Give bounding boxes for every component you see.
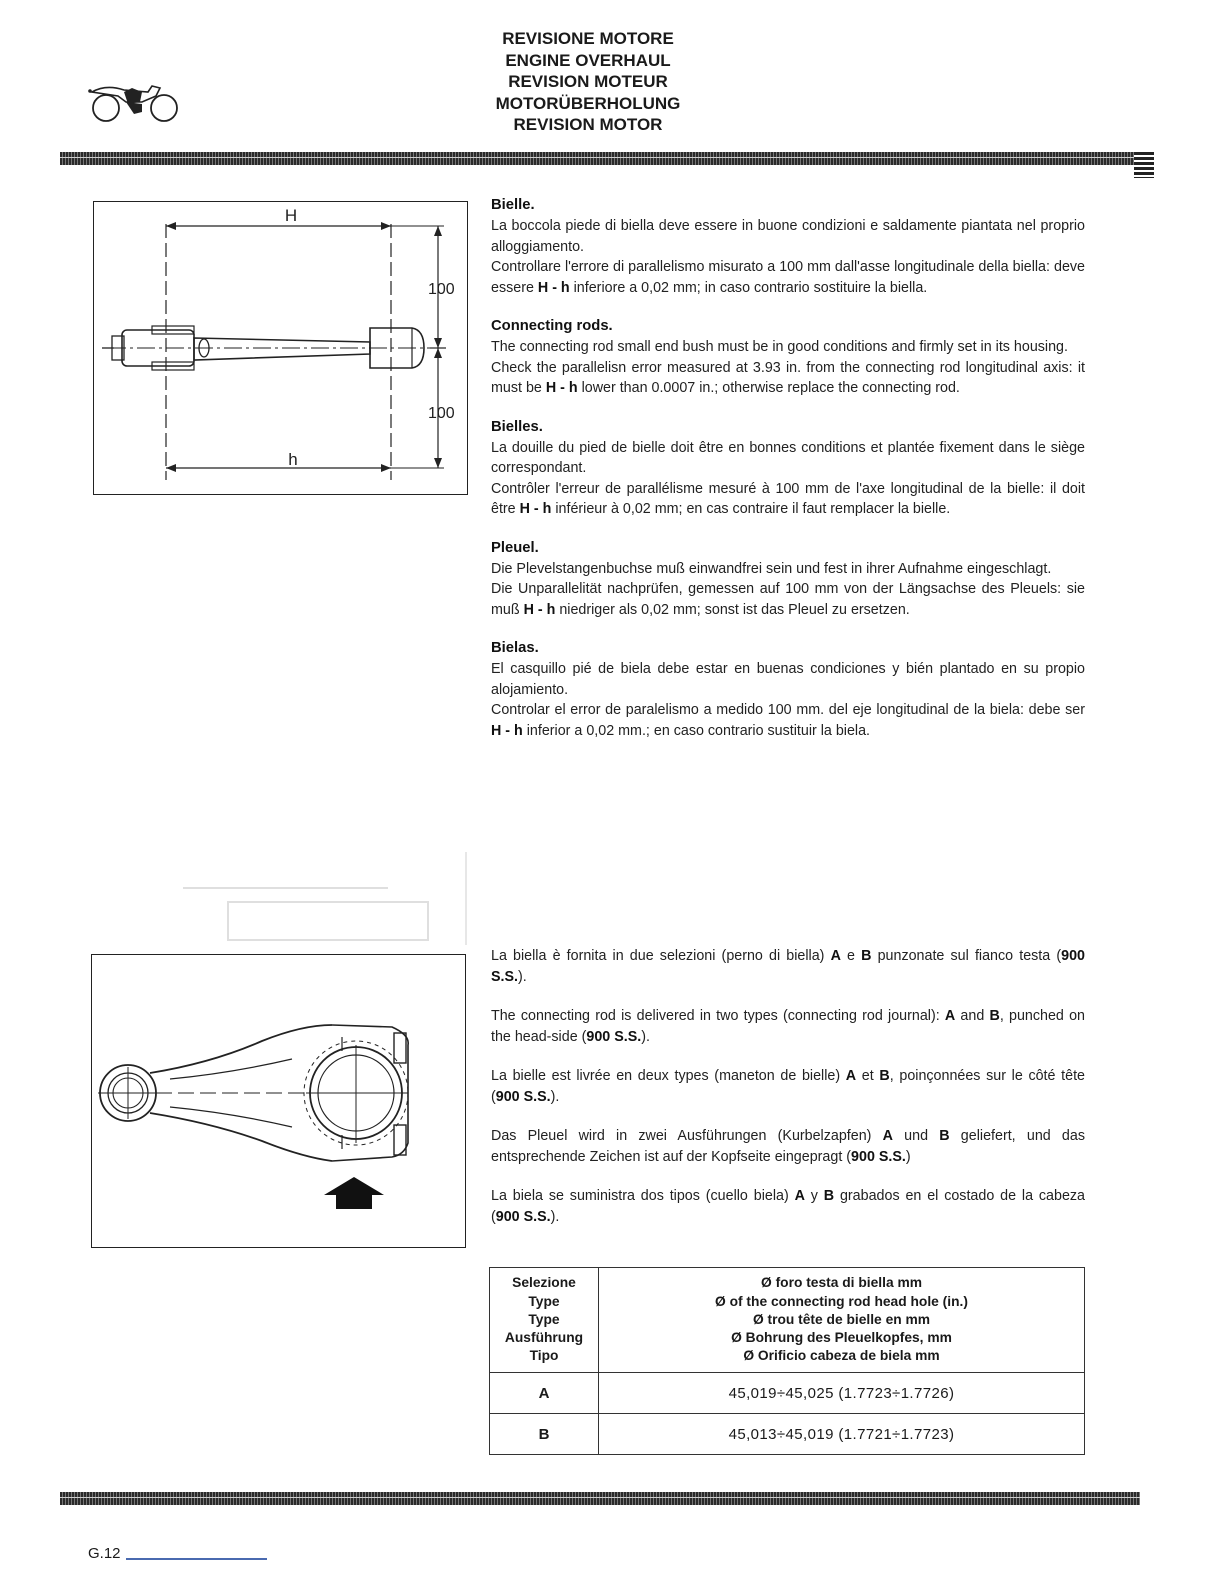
section-heading: Connecting rods. [491,318,613,334]
section-paragraph: Die Plevelstangenbuchse muß einwandfrei sein und fest in ihrer Aufnahme eingeschlagt. [491,560,1052,577]
section-paragraph: Controlar el error de paralelismo a medido 100 mm. del eje longitudinal de la biela: debe ser H - h inferior a 0,02 mm.; en caso contrario sustituir la biela. [491,702,1085,739]
selection-table [489,1267,1085,1455]
table-cell-selection: B [490,1414,599,1455]
header-title-es: REVISION MOTOR [513,115,663,134]
page-number-underline [126,1558,267,1560]
table-row [490,1373,1085,1414]
section-heading: Bielle. [491,197,535,213]
section-en [491,316,1085,399]
header-divider-tab [1134,152,1154,178]
section-heading: Bielas. [491,640,539,656]
selection-paragraph-fr: La bielle est livrée en deux types (maneton de bielle) A et B, poinçonnées sur le côté tête (900 S.S.). [491,1068,1085,1105]
section-paragraph: La douille du pied de bielle doit être en bonnes conditions et plantée fixement dans le siège correspondant. [491,439,1085,476]
section-paragraph: La boccola piede di biella deve essere in buone condizioni e saldamente piantata nel proprio alloggiamento. [491,218,1085,255]
header-title-it: REVISIONE MOTORE [502,29,674,48]
dim-upper-100-label: 100 [428,281,455,298]
selection-paragraph-de: Das Pleuel wird in zwei Ausführungen (Kurbelzapfen) A und B geliefert, und das entsprechende Zeichen ist auf der Kopfseite eingepragt (900 S.S.) [491,1128,1085,1165]
table-cell-selection: A [490,1373,599,1414]
section-de [491,538,1085,621]
section-heading: Pleuel. [491,539,539,556]
header-divider [60,152,1140,165]
section-paragraph: Check the parallelisn error measured at 3.93 in. from the connecting rod longitudinal axis: it must be H - h lower than 0.0007 in.; otherwise replace the connecting rod. [491,359,1085,396]
section-it [491,195,1085,298]
page-number: G.12 [88,1545,121,1562]
section-heading: Bielles. [491,418,543,435]
connecting-rod-top-drawing [92,955,465,1247]
figure-selection-marking [91,954,466,1248]
selection-paragraph-es: La biela se suministra dos tipos (cuello biela) A y B grabados en el costado de la cabeza (900 S.S.). [491,1188,1085,1225]
footer-divider [60,1492,1140,1505]
selection-instructions [491,946,1085,1246]
rod-check-instructions [491,195,1085,759]
table-header-selection: Selezione Type Type Ausführung Tipo [490,1268,599,1373]
table-cell-value: 45,019÷45,025 (1.7723÷1.7726) [599,1373,1085,1414]
table-header-row [490,1268,1085,1373]
section-paragraph: Die Unparallelität nachprüfen, gemessen auf 100 mm von der Längsachse des Pleuels: sie muß H - h niedriger als 0,02 mm; sonst ist das Pleuel zu ersetzen. [491,581,1085,618]
selection-paragraph-en: The connecting rod is delivered in two types (connecting rod journal): A and B, punched on the head-side (900 S.S.). [491,1008,1085,1045]
table-cell-value: 45,013÷45,019 (1.7721÷1.7723) [599,1414,1085,1455]
dim-H-label: H [284,206,298,225]
header-title-fr: REVISION MOTEUR [508,72,668,91]
header-title-de: MOTORÜBERHOLUNG [495,93,681,113]
motorcycle-icon [86,78,184,124]
header-title-en: ENGINE OVERHAUL [505,50,671,70]
page-header-titles [440,28,736,136]
dim-h-label: h [288,450,298,469]
section-paragraph: Controllare l'errore di parallelismo misurato a 100 mm dall'asse longitudinale della biella: deve essere H - h inferiore a 0,02 mm; in caso contrario sostituire la biella. [491,259,1085,296]
selection-paragraph-it: La biella è fornita in due selezioni (perno di biella) A e B punzonate sul fianco testa (900 S.S.). [491,948,1085,985]
section-es [491,638,1085,741]
figure-parallelism-measurement [93,201,468,495]
show-through-ghost [88,850,468,945]
table-row [490,1414,1085,1455]
section-paragraph: Contrôler l'erreur de parallélisme mesuré à 100 mm de l'axe longitudinal de la bielle: il doit être H - h inférieur à 0,02 mm; en cas contraire il faut remplacer la bielle. [491,480,1085,517]
dim-lower-100-label: 100 [428,405,455,422]
section-paragraph: The connecting rod small end bush must be in good conditions and firmly set in its housing. [491,339,1068,355]
table-header-bore-diameter: Ø foro testa di biella mm Ø of the connecting rod head hole (in.) Ø trou tête de bielle en mm Ø Bohrung des Pleuelkopfes, mm Ø Orificio cabeza de biela mm [599,1268,1085,1373]
section-paragraph: El casquillo pié de biela debe estar en buenas condiciones y bién plantado en su propio alojamiento. [491,661,1085,698]
connecting-rod-side-drawing [94,202,467,494]
section-fr [491,417,1085,520]
